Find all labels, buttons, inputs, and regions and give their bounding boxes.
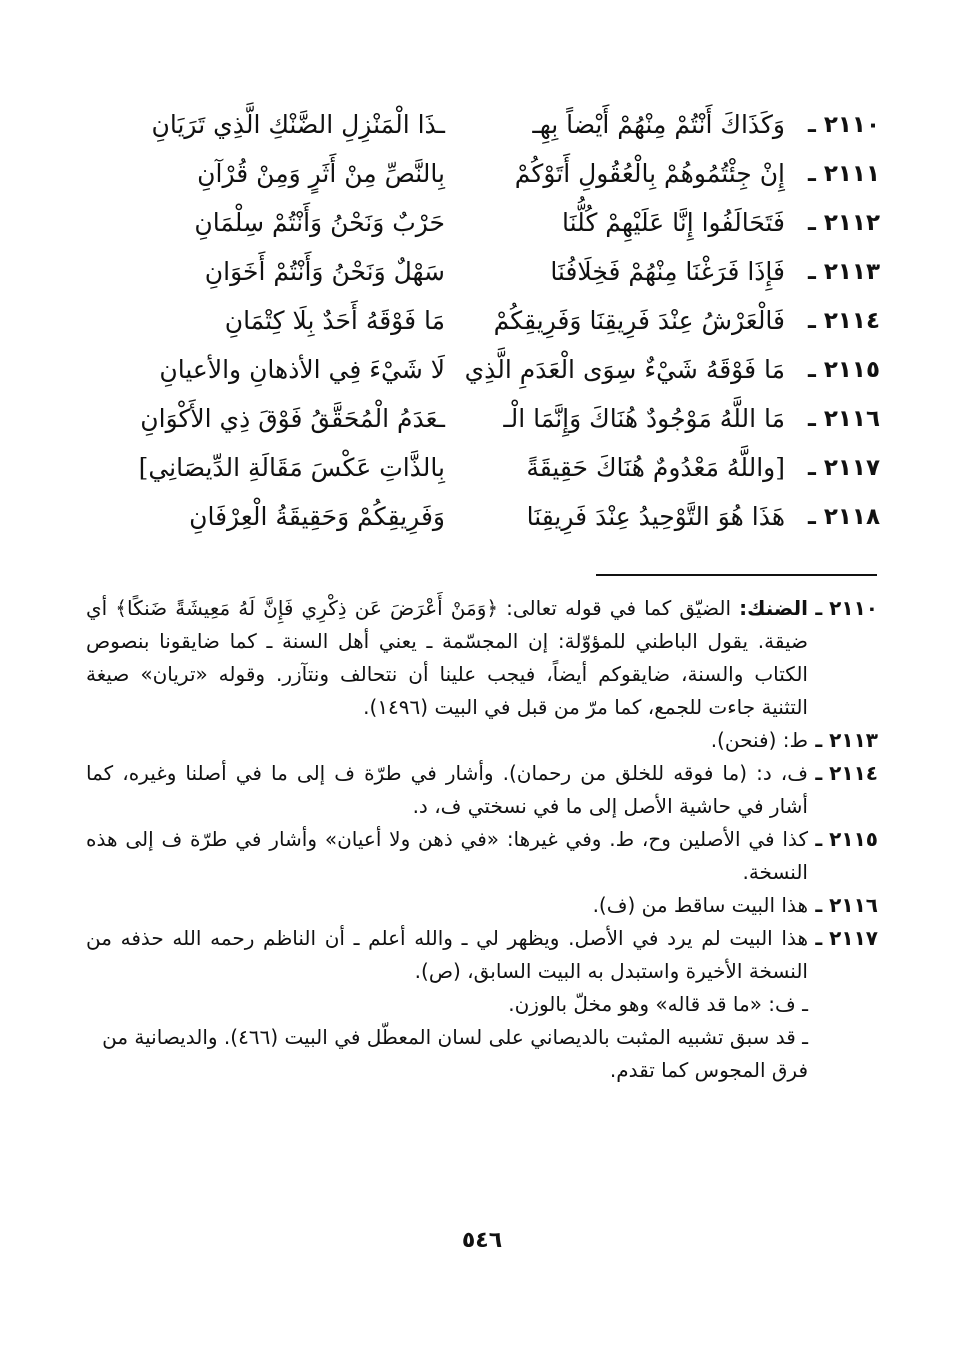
verse-second-hemistich: وَفَرِيقِكُمْ وَحَقِيقَةُ الْعِرْفَانِ xyxy=(189,502,445,531)
verse-second-hemistich: حَرْبٌ وَنَحْنُ وَأَنْتُمْ سِلْمَانِ xyxy=(194,208,445,237)
verse-number: ٢١١٥ ـ xyxy=(807,356,880,383)
footnote-text: كذا في الأصلين وح، ط. وفي غيرها: «في ذهن ولا أعيان» وأشار في طرّة ف إلى هذه النسخة. xyxy=(86,827,808,884)
footnote xyxy=(86,724,878,757)
verse-number: ٢١١٤ ـ xyxy=(807,307,880,334)
verse-second-hemistich: بِالنَّصِّ مِنْ أَثَرٍ وَمِنْ قُرْآنِ xyxy=(197,159,445,188)
verse-first-hemistich: مَا اللَّهُ مَوْجُودٌ هُنَاكَ وَإِنَّمَا الْـ xyxy=(503,404,785,433)
footnote-subnote: ـ قد سبق تشبيه المثبت بالديصاني على لسان المعطّل في البيت (٤٦٦). والديصانية من فرق المجوس كما تقدم. xyxy=(102,1025,808,1082)
footnote xyxy=(86,592,878,724)
poem-verses xyxy=(80,100,880,541)
footnote-text: ط: (فنحن). xyxy=(710,728,808,752)
verse-second-hemistich: بِالذَّاتِ عَكْسَ مَقَالَةِ الدِّيصَانِي] xyxy=(138,453,445,482)
verse-first-hemistich: فَتَحَالَفُوا إِنَّا عَلَيْهِمْ كُلُّنَا xyxy=(562,208,785,237)
footnote-number: ٢١١٣ ـ xyxy=(815,728,878,752)
verse-first-hemistich: فَالْعَرْشُ عِنْدَ فَرِيقِنَا وَفَرِيقِكُمْ xyxy=(493,306,785,335)
footnote-text: هذا البيت ساقط من (ف). xyxy=(592,893,808,917)
verse-row xyxy=(80,443,880,492)
footnote-separator xyxy=(596,574,877,576)
footnote xyxy=(86,757,878,823)
verse-row xyxy=(80,394,880,443)
verse-first-hemistich: هَذَا هُوَ التَّوْحِيدُ عِنْدَ فَرِيقِنَا xyxy=(526,502,785,531)
verse-row xyxy=(80,100,880,149)
verse-row xyxy=(80,345,880,394)
footnote-number: ٢١١٥ ـ xyxy=(815,827,878,851)
verse-first-hemistich: فَإِذَا فَرَغْنَا مِنْهُمْ فَخِلَافُنَا xyxy=(550,257,785,286)
footnote-number: ٢١١٠ ـ xyxy=(815,596,878,620)
footnote xyxy=(86,889,878,922)
verse-first-hemistich: وَكَذَاكَ أَنْتُمْ مِنْهُمْ أَيْضاً بِهِـ xyxy=(532,110,785,139)
verse-number: ٢١١٣ ـ xyxy=(807,258,880,285)
footnote-number: ٢١١٦ ـ xyxy=(815,893,878,917)
page-number: ٥٤٦ xyxy=(461,1228,503,1253)
verse-first-hemistich: مَا فَوْقَهُ شَيْءٌ سِوَى الْعَدَمِ الَّذِي xyxy=(464,355,785,384)
verse-number: ٢١١٦ ـ xyxy=(807,405,880,432)
footnote xyxy=(86,823,878,889)
verse-first-hemistich: [واللَّهُ مَعْدُومٌ هُنَاكَ حَقِيقَةً xyxy=(526,453,785,482)
verse-second-hemistich: سَهْلٌ وَنَحْنُ وَأَنْتُمْ أَخَوَانِ xyxy=(204,257,445,286)
verse-row xyxy=(80,247,880,296)
verse-row xyxy=(80,198,880,247)
verse-number: ٢١١٠ ـ xyxy=(807,111,880,138)
verse-number: ٢١١٨ ـ xyxy=(807,503,880,530)
verse-second-hemistich: ـذَا الْمَنْزِلِ الضَّنْكِ الَّذِي تَرَيَانِ xyxy=(151,110,445,139)
verse-row xyxy=(80,492,880,541)
verse-second-hemistich: مَا فَوْقَهُ أَحَدٌ بِلَا كِتْمَانِ xyxy=(224,306,445,335)
footnote-text: ف، د: (ما فوقه للخلق من رحمان). وأشار في طرّة ف إلى ما في أصلنا وغيره، كما أشار في حاشية الأصل إلى ما في نسختي ف، د. xyxy=(86,761,808,818)
verse-number: ٢١١٧ ـ xyxy=(807,454,880,481)
footnote-subnote: ـ ف: «ما قد قاله» وهو مخلّ بالوزن. xyxy=(508,992,808,1016)
footnote-text: الضيّق كما في قوله تعالى: ﴿وَمَنْ أَعْرَضَ عَن ذِكْرِي فَإِنَّ لَهُ مَعِيشَةً ضَنكًا﴾ أي ضيقة. يقول الباطني للمؤوّلة: إن المجسّمة ـ يعني أهل السنة ـ كما ضايقونا بنصوص الكتاب والسنة، ضايقوكم أيضاً، فيجب علينا أن نتحالف ونتآزر. وقوله «تريان» صيغة التثنية جاءت للجمع، كما مرّ من قبل في البيت (١٤٩٦). xyxy=(86,596,808,719)
footnote-body xyxy=(86,592,808,724)
footnote-text: هذا البيت لم يرد في الأصل. ويظهر لي ـ والله أعلم ـ أن الناظم رحمه الله حذفه من النسخة الأخيرة واستبدل به البيت السابق، (ص). xyxy=(86,926,808,983)
footnote-number: ٢١١٧ ـ xyxy=(815,926,878,950)
footnote xyxy=(86,922,878,988)
verse-number: ٢١١٢ ـ xyxy=(807,209,880,236)
verse-second-hemistich: لَا شَيْءَ فِي الأذهانِ والأعيانِ xyxy=(159,355,445,384)
footnotes xyxy=(86,592,878,1087)
footnote-number: ٢١١٤ ـ xyxy=(815,761,878,785)
verse-row xyxy=(80,149,880,198)
verse-second-hemistich: ـعَدَمُ الْمُحَقَّقُ فَوْقَ ذِي الأَكْوَانِ xyxy=(140,404,445,433)
verse-first-hemistich: إِنْ جِئْتُمُوهُمْ بِالْعُقُولِ أَتَوْكُمْ xyxy=(514,159,785,188)
verse-row xyxy=(80,296,880,345)
footnote-headword: الضنك: xyxy=(739,596,808,620)
verse-number: ٢١١١ ـ xyxy=(807,160,880,187)
